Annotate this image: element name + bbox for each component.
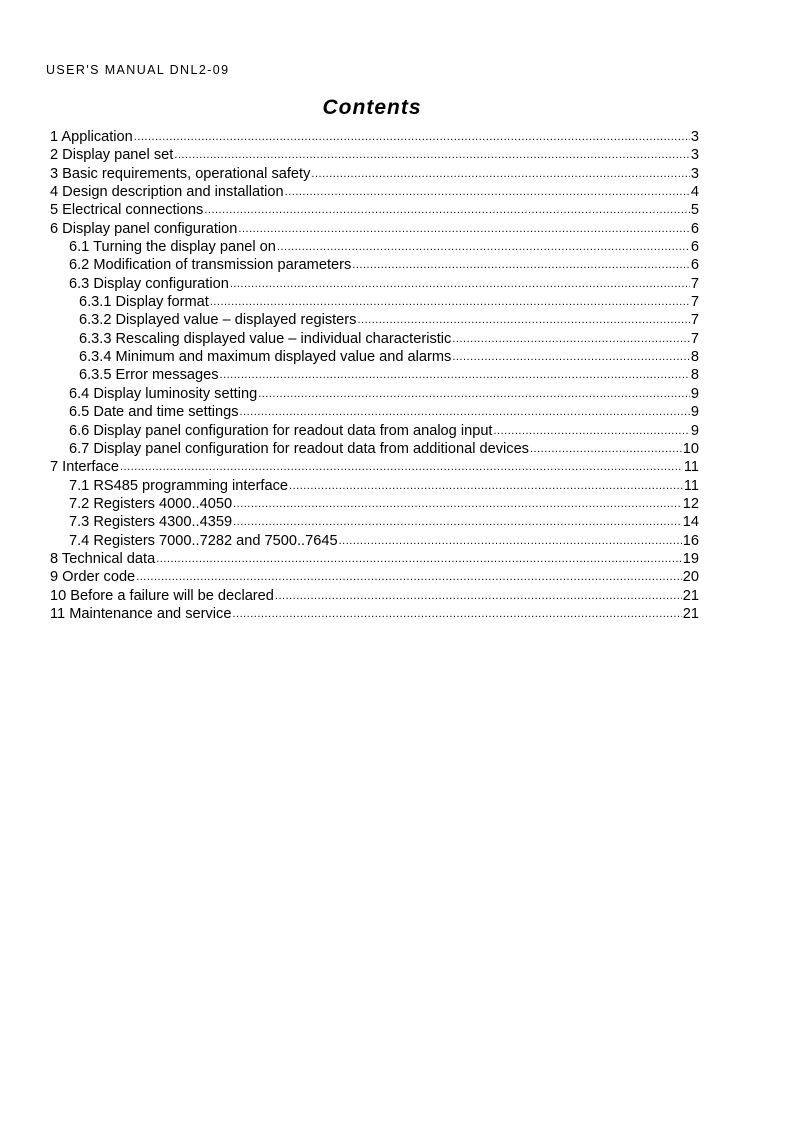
toc-entry-page-number: 7 <box>690 275 699 292</box>
toc-dot-leader <box>277 238 690 256</box>
toc-dot-leader <box>232 605 681 623</box>
toc-entry-label: 6.6 Display panel configuration for readout data from analog input <box>69 422 493 439</box>
toc-entry[interactable] <box>50 311 699 329</box>
toc-entry-label: 7.1 RS485 programming interface <box>69 477 289 494</box>
toc-entry-label: 6.7 Display panel configuration for readout data from additional devices <box>69 440 529 457</box>
toc-entry[interactable] <box>50 183 699 201</box>
toc-entry[interactable] <box>50 458 699 476</box>
toc-entry-label: 11 Maintenance and service <box>50 605 232 622</box>
toc-dot-leader <box>136 568 682 586</box>
toc-entry-label: 10 Before a failure will be declared <box>50 587 274 604</box>
toc-entry[interactable] <box>50 550 699 568</box>
toc-entry[interactable] <box>50 366 699 384</box>
toc-entry-page-number: 16 <box>682 532 699 549</box>
toc-entry-page-number: 19 <box>682 550 699 567</box>
toc-entry-page-number: 6 <box>690 239 699 256</box>
toc-entry-label: 7.3 Registers 4300..4359 <box>69 514 233 531</box>
toc-entry-page-number: 12 <box>682 495 699 512</box>
toc-entry-label: 9 Order code <box>50 569 136 586</box>
toc-entry-page-number: 3 <box>690 165 699 182</box>
running-header: USER'S MANUAL DNL2-09 <box>46 63 230 77</box>
toc-entry-page-number: 8 <box>690 367 699 384</box>
toc-entry-page-number: 3 <box>690 129 699 145</box>
toc-entry[interactable] <box>50 165 699 183</box>
toc-entry-label: 7 Interface <box>50 459 119 476</box>
toc-entry[interactable] <box>50 495 699 513</box>
toc-entry-label: 6.3.4 Minimum and maximum displayed value and alarms <box>79 349 452 366</box>
toc-dot-leader <box>289 477 683 495</box>
toc-entry-page-number: 11 <box>683 477 699 494</box>
toc-entry-page-number: 9 <box>690 422 699 439</box>
toc-entry[interactable] <box>50 403 699 421</box>
toc-entry[interactable] <box>50 532 699 550</box>
toc-entry-page-number: 6 <box>690 257 699 274</box>
toc-entry-page-number: 10 <box>682 440 699 457</box>
toc-dot-leader <box>238 220 689 238</box>
toc-dot-leader <box>352 256 690 274</box>
toc-entry-page-number: 9 <box>690 385 699 402</box>
toc-entry[interactable] <box>50 201 699 219</box>
toc-entry-label: 7.2 Registers 4000..4050 <box>69 495 233 512</box>
toc-entry-label: 2 Display panel set <box>50 147 174 164</box>
toc-dot-leader <box>210 293 690 311</box>
toc-dot-leader <box>174 146 690 164</box>
toc-dot-leader <box>357 311 689 329</box>
toc-dot-leader <box>230 275 690 293</box>
toc-entry-label: 6.3.2 Displayed value – displayed registers <box>79 312 357 329</box>
toc-entry[interactable] <box>50 385 699 403</box>
toc-dot-leader <box>120 458 683 476</box>
toc-entry[interactable] <box>50 568 699 586</box>
toc-entry[interactable] <box>50 293 699 311</box>
toc-entry[interactable] <box>50 146 699 164</box>
toc-entry-page-number: 4 <box>690 184 699 201</box>
toc-entry-label: 1 Application <box>50 129 133 145</box>
toc-entry[interactable] <box>50 587 699 605</box>
toc-entry[interactable] <box>50 605 699 623</box>
toc-entry-label: 6.4 Display luminosity setting <box>69 385 258 402</box>
toc-entry-page-number: 7 <box>690 330 699 347</box>
toc-dot-leader <box>233 495 682 513</box>
toc-entry-label: 6.3.1 Display format <box>79 294 209 311</box>
toc-entry[interactable] <box>50 238 699 256</box>
toc-entry-label: 4 Design description and installation <box>50 184 284 201</box>
toc-dot-leader <box>240 403 690 421</box>
toc-dot-leader <box>258 385 690 403</box>
table-of-contents <box>50 128 699 623</box>
toc-entry[interactable] <box>50 256 699 274</box>
toc-entry-page-number: 11 <box>683 459 699 476</box>
toc-dot-leader <box>530 440 682 458</box>
toc-entry-label: 7.4 Registers 7000..7282 and 7500..7645 <box>69 532 338 549</box>
toc-entry-label: 6.3.3 Rescaling displayed value – individual characteristic <box>79 330 452 347</box>
toc-entry-label: 6.3.5 Error messages <box>79 367 219 384</box>
toc-entry-page-number: 7 <box>690 312 699 329</box>
toc-dot-leader <box>311 165 689 183</box>
toc-entry[interactable] <box>50 220 699 238</box>
toc-entry[interactable] <box>50 330 699 348</box>
toc-entry[interactable] <box>50 348 699 366</box>
toc-dot-leader <box>285 183 690 201</box>
toc-dot-leader <box>452 348 690 366</box>
toc-entry-page-number: 21 <box>682 605 699 622</box>
toc-entry-label: 5 Electrical connections <box>50 202 204 219</box>
toc-entry-page-number: 6 <box>690 220 699 237</box>
toc-entry-page-number: 8 <box>690 349 699 366</box>
toc-dot-leader <box>339 532 682 550</box>
toc-entry-page-number: 21 <box>682 587 699 604</box>
toc-entry-page-number: 20 <box>682 569 699 586</box>
toc-entry[interactable] <box>50 128 699 146</box>
toc-dot-leader <box>275 587 682 605</box>
toc-entry-label: 3 Basic requirements, operational safety <box>50 165 311 182</box>
toc-dot-leader <box>220 366 690 384</box>
toc-dot-leader <box>452 330 690 348</box>
toc-dot-leader <box>156 550 682 568</box>
toc-dot-leader <box>134 128 690 146</box>
toc-entry[interactable] <box>50 477 699 495</box>
toc-entry-label: 8 Technical data <box>50 550 156 567</box>
toc-dot-leader <box>494 422 690 440</box>
toc-entry-page-number: 9 <box>690 404 699 421</box>
toc-entry[interactable] <box>50 275 699 293</box>
toc-entry-label: 6.3 Display configuration <box>69 275 229 292</box>
toc-entry-page-number: 7 <box>690 294 699 311</box>
toc-entry[interactable] <box>50 440 699 458</box>
toc-dot-leader <box>204 201 690 219</box>
toc-entry-label: 6.5 Date and time settings <box>69 404 239 421</box>
toc-entry[interactable] <box>50 513 699 531</box>
toc-entry[interactable] <box>50 422 699 440</box>
toc-dot-leader <box>233 513 682 531</box>
toc-entry-label: 6.1 Turning the display panel on <box>69 239 276 256</box>
toc-entry-label: 6.2 Modification of transmission parameters <box>69 257 352 274</box>
toc-entry-page-number: 5 <box>690 202 699 219</box>
toc-entry-label: 6 Display panel configuration <box>50 220 238 237</box>
toc-entry-page-number: 3 <box>690 147 699 164</box>
contents-title: Contents <box>322 96 422 119</box>
toc-entry-page-number: 14 <box>682 514 699 531</box>
